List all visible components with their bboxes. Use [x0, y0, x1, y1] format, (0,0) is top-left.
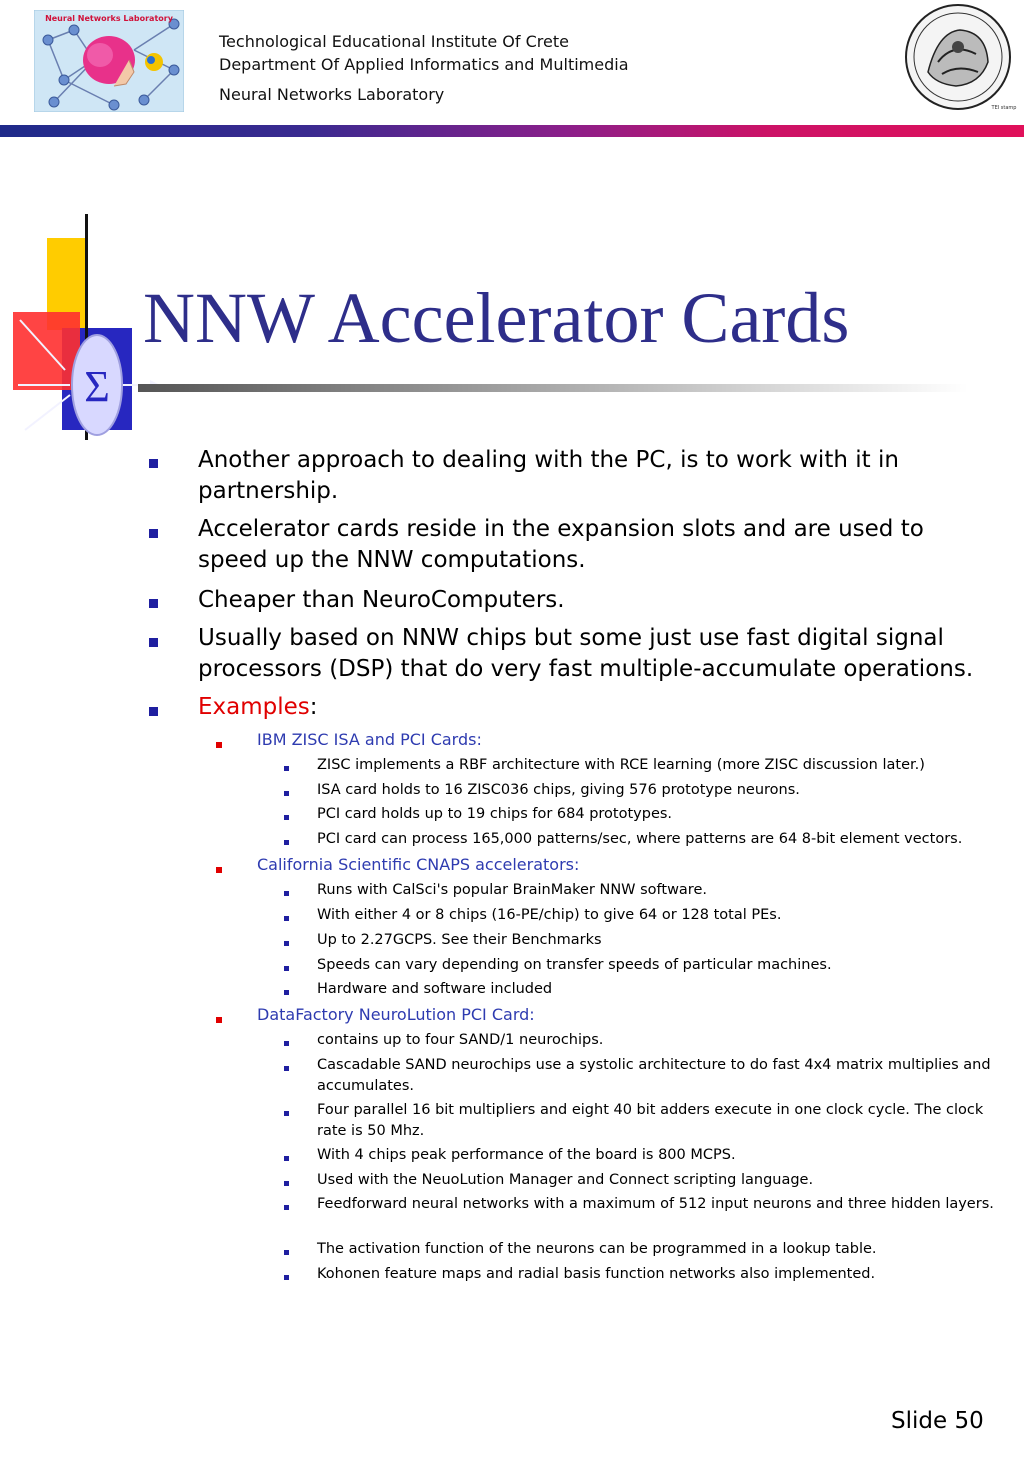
item-marker — [284, 1041, 289, 1046]
item-marker — [284, 815, 289, 820]
institute-name: Technological Educational Institute Of Crete — [219, 32, 569, 51]
sigma-glyph: Σ — [84, 362, 110, 411]
list-item: contains up to four SAND/1 neurochips. — [317, 1032, 604, 1048]
seal-caption: TEI stamp — [991, 105, 1017, 111]
header-divider — [0, 125, 1024, 137]
item-marker — [284, 916, 289, 921]
list-item: Runs with CalSci's popular BrainMaker NNW software. — [317, 882, 707, 898]
item-marker — [284, 891, 289, 896]
item-marker — [284, 1181, 289, 1186]
bullet-dsp: Usually based on NNW chips but some just use fast digital signal processors (DSP) that do very fast multiple-accumulate operations. — [198, 625, 974, 682]
list-item: ISA card holds to 16 ZISC036 chips, giving 576 prototype neurons. — [317, 782, 800, 798]
tei-seal — [898, 2, 1022, 112]
bullet-partnership: Another approach to dealing with the PC, is to work with it in partnership. — [198, 447, 899, 504]
list-item: PCI card can process 165,000 patterns/sec, where patterns are 64 8-bit element vectors. — [317, 831, 963, 847]
bullet-examples — [198, 692, 998, 723]
cnaps-heading: California Scientific CNAPS accelerators: — [257, 855, 580, 874]
bullet-marker — [149, 459, 158, 468]
list-item: Hardware and software included — [317, 981, 553, 997]
bullet-expansion-slots: Accelerator cards reside in the expansion slots and are used to speed up the NNW computations. — [198, 516, 924, 573]
examples-colon: : — [309, 694, 318, 720]
bullet-marker — [149, 529, 158, 538]
bullet-marker — [149, 599, 158, 608]
item-marker — [284, 1066, 289, 1071]
lab-logo — [34, 10, 184, 112]
item-marker — [284, 1205, 289, 1210]
item-marker — [284, 1275, 289, 1280]
ibm-zisc-heading: IBM ZISC ISA and PCI Cards: — [257, 730, 482, 749]
item-marker — [284, 840, 289, 845]
title-underline — [138, 384, 968, 392]
list-item: Speeds can vary depending on transfer speeds of particular machines. — [317, 957, 832, 973]
list-item: With 4 chips peak performance of the board is 800 MCPS. — [317, 1147, 736, 1163]
item-marker — [284, 766, 289, 771]
list-item: Four parallel 16 bit multipliers and eight 40 bit adders execute in one clock cycle. The clock rate is 50 Mhz. — [317, 1102, 984, 1139]
bullet-marker — [149, 638, 158, 647]
seal-image — [898, 2, 1022, 112]
item-marker — [284, 1111, 289, 1116]
item-marker — [284, 791, 289, 796]
datafactory-heading: DataFactory NeuroLution PCI Card: — [257, 1005, 535, 1024]
list-item: PCI card holds up to 19 chips for 684 prototypes. — [317, 806, 673, 822]
subbullet-marker — [216, 742, 222, 748]
list-item: Cascadable SAND neurochips use a systolic architecture to do fast 4x4 matrix multiplies and accumulates. — [317, 1057, 991, 1094]
bullet-marker — [149, 707, 158, 716]
slide-number: Slide 50 — [891, 1408, 984, 1434]
bullet-cheaper: Cheaper than NeuroComputers. — [198, 587, 565, 613]
slide-title: NNW Accelerator Cards — [143, 278, 850, 358]
department-name: Department Of Applied Informatics and Multimedia — [219, 55, 629, 74]
lab-name: Neural Networks Laboratory — [219, 85, 445, 104]
item-marker — [284, 990, 289, 995]
list-item: With either 4 or 8 chips (16-PE/chip) to give 64 or 128 total PEs. — [317, 907, 782, 923]
item-marker — [284, 966, 289, 971]
item-marker — [284, 1250, 289, 1255]
subbullet-marker — [216, 867, 222, 873]
examples-label: Examples — [198, 694, 310, 720]
logo-text: Neural Networks Laboratory — [45, 14, 173, 23]
list-item: The activation function of the neurons can be programmed in a lookup table. — [317, 1241, 877, 1257]
list-item: ZISC implements a RBF architecture with RCE learning (more ZISC discussion later.) — [317, 757, 925, 773]
list-item: Feedforward neural networks with a maximum of 512 input neurons and three hidden layers. — [317, 1196, 994, 1212]
list-item: Kohonen feature maps and radial basis function networks also implemented. — [317, 1266, 876, 1282]
item-marker — [284, 941, 289, 946]
item-marker — [284, 1156, 289, 1161]
lab-logo-image — [34, 10, 184, 112]
subbullet-marker — [216, 1017, 222, 1023]
list-item: Up to 2.27GCPS. See their Benchmarks — [317, 932, 602, 948]
list-item: Used with the NeuoLution Manager and Connect scripting language. — [317, 1172, 814, 1188]
